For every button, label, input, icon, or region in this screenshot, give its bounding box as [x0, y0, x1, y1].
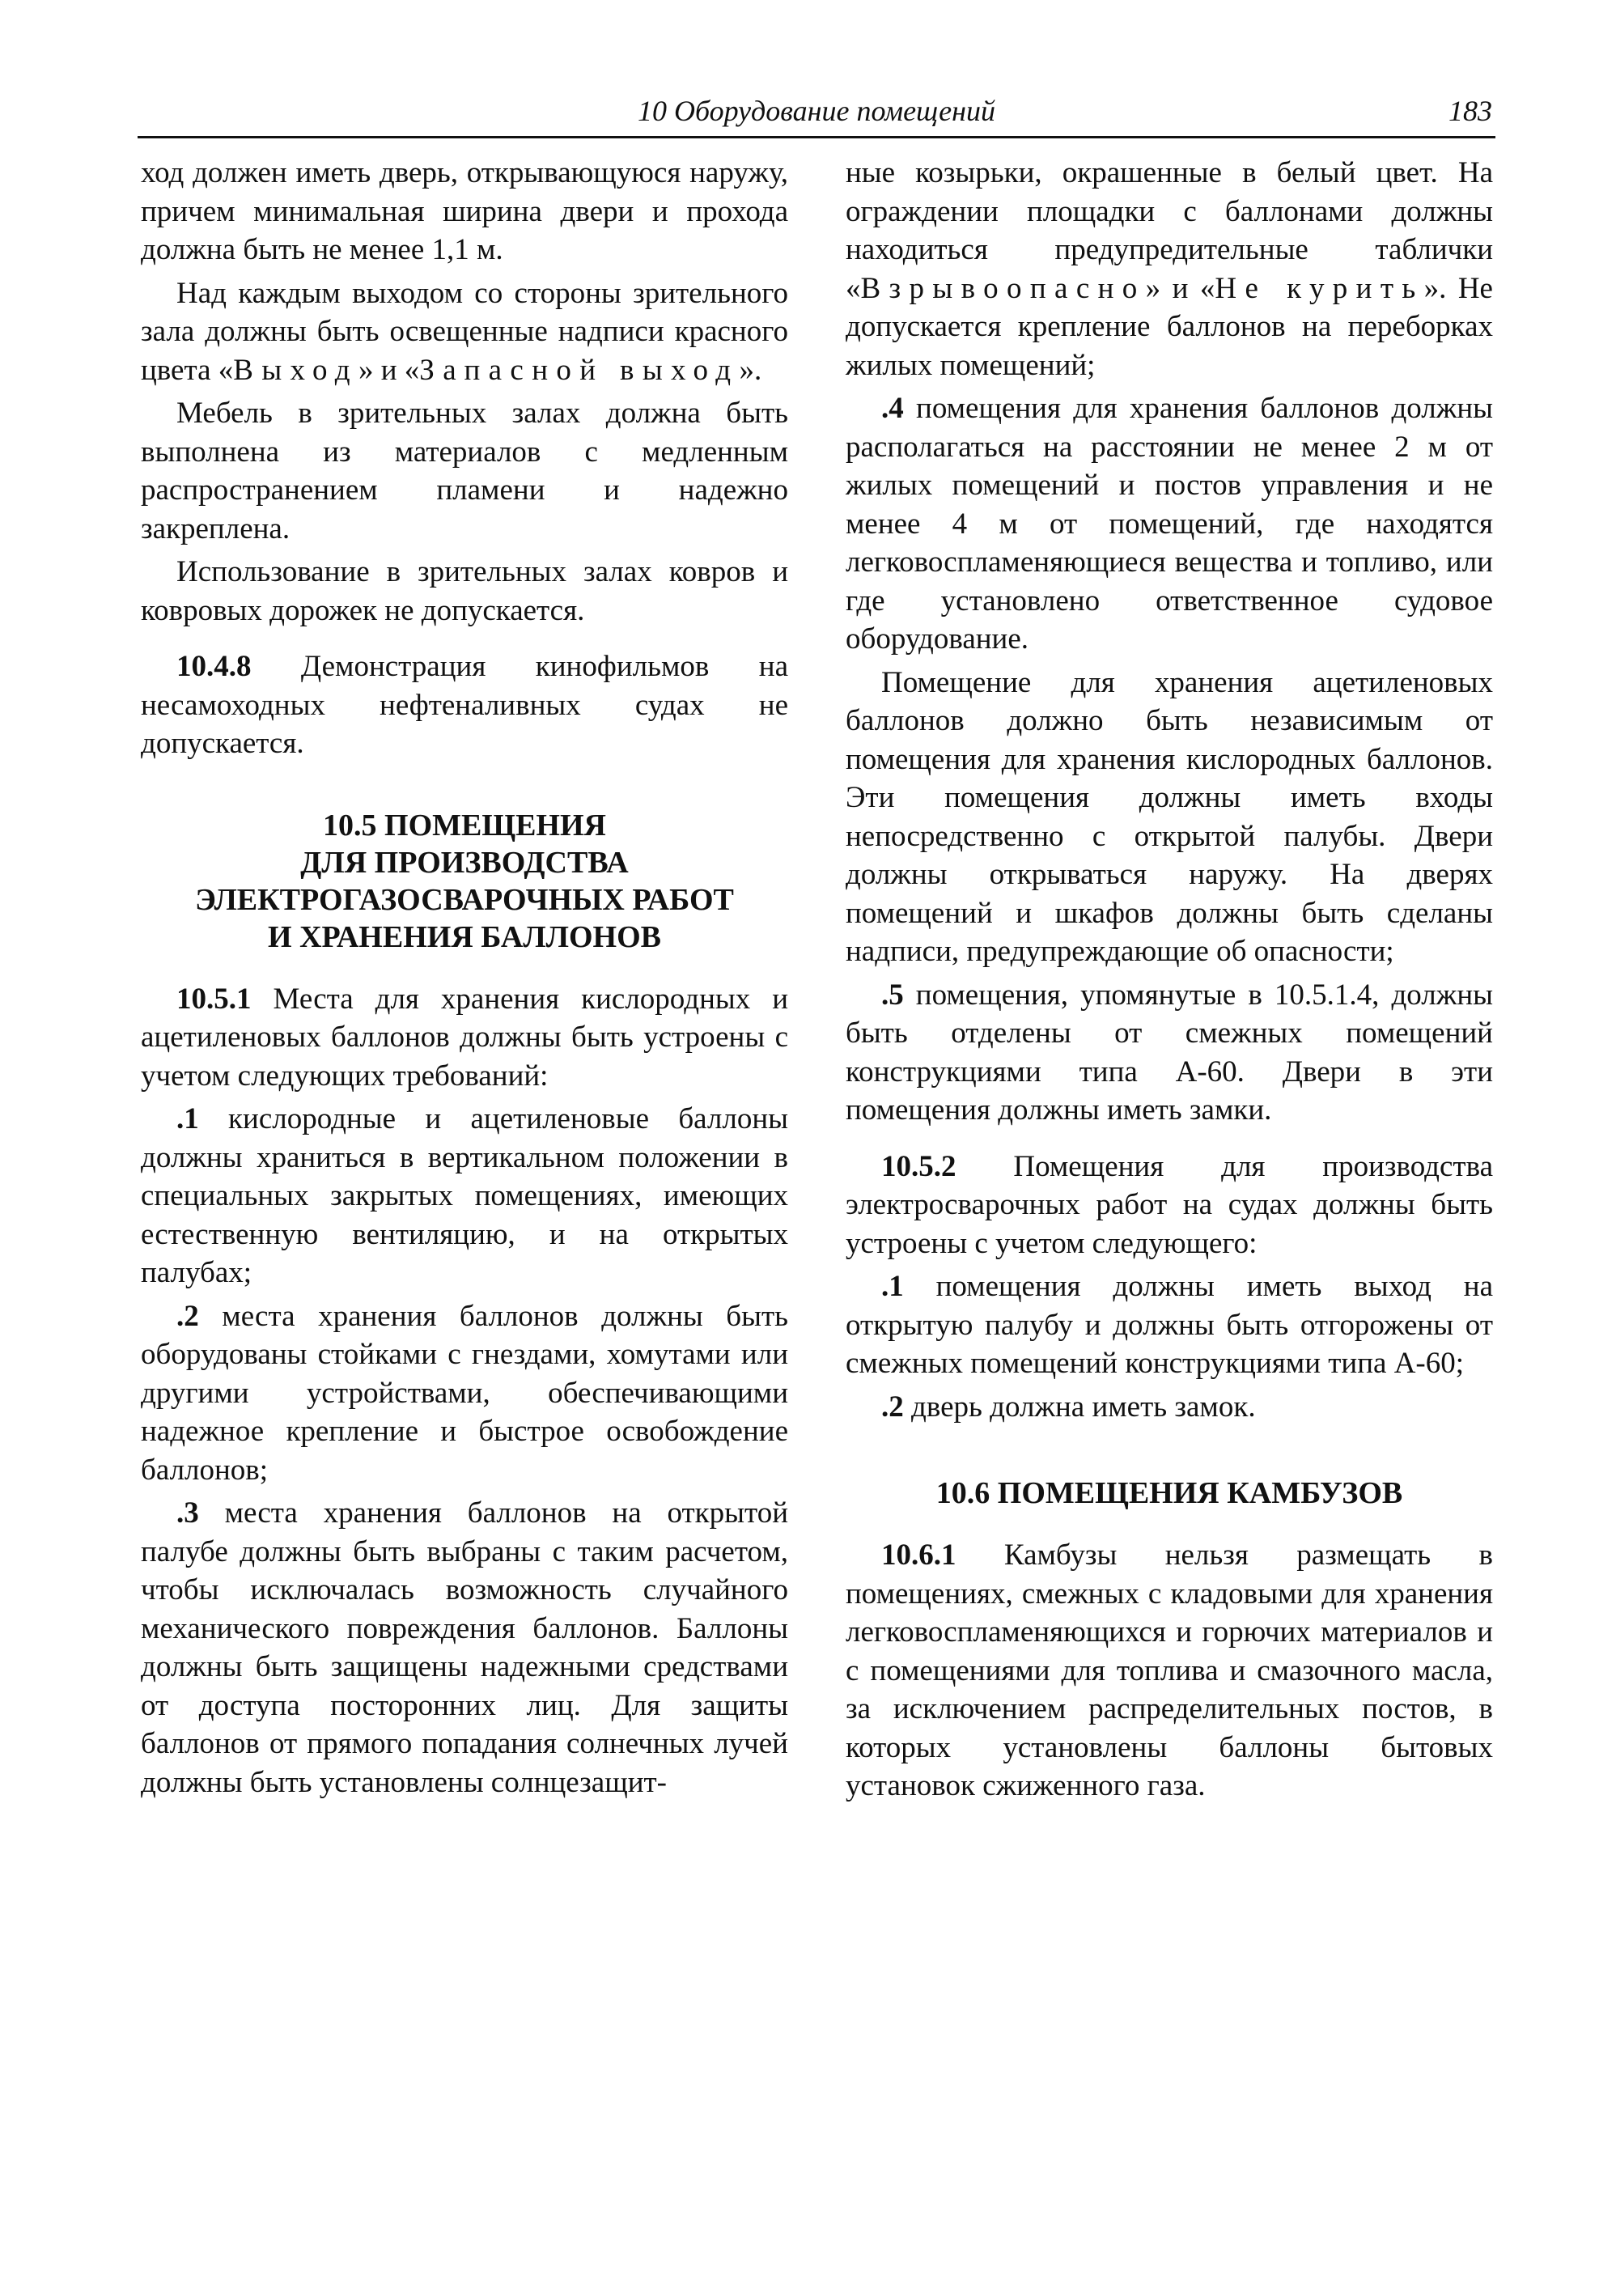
no-smoking-sign-text: Не курить — [1215, 271, 1424, 305]
clause-number: 10.4.8 — [176, 650, 252, 683]
heading-line: 10.5 ПОМЕЩЕНИЯ — [323, 808, 606, 842]
clause-10-5-1: 10.5.1 Места для хранения кислородных и ацетиленовых баллонов должны быть устроены с учетом следующих требований: — [141, 982, 788, 1093]
paragraph-exit-signs: Над каждым выходом со стороны зрительного зала должны быть освещенные надписи красного цвета «Выход» и «Запасной выход». — [141, 276, 788, 387]
paragraph-furniture: Мебель в зрительных залах должна быть выполнена из материалов с медленным распространением пламени и надежно закреплена. — [141, 397, 788, 545]
clause-10-4-8: 10.4.8 Демонстрация кинофильмов на несамоходных нефтеналивных судах не допускается. — [141, 650, 788, 760]
list-item-3: .3 места хранения баллонов на открытой палубе должны быть выбраны с таким расчетом, чтобы исключалась возможность случайного механического повреждения баллонов. Баллоны должны быть защищены надежными средствами от доступа посторонних лиц. Для защиты баллонов от прямого попадания солнечных лучей должны быть установлены солнцезащит- — [141, 1496, 788, 1799]
item-number: .1 — [881, 1270, 904, 1303]
list-item-5: .5 помещения, упомянутые в 10.5.1.4, должны быть отделены от смежных помещений конструкциями типа А-60. Двери в эти помещения должны иметь замки. — [846, 978, 1493, 1127]
item-number: .3 — [176, 1496, 199, 1530]
paragraph-acetylene-room: Помещение для хранения ацетиленовых баллонов должно быть независимым от помещения для хранения кислородных баллонов. Эти помещения должны иметь входы непосредственно с открытой палубы. Двери должны открываться наружу. На дверях помещений и шкафов должны быть сделаны надписи, предупреждающие об опасности; — [846, 665, 1493, 968]
page-number: 183 — [1448, 95, 1492, 127]
clause-10-5-2: 10.5.2 Помещения для производства электросварочных работ на судах должны быть устроены с учетом следующего: — [846, 1149, 1493, 1260]
exit-sign-text: Выход — [233, 353, 358, 387]
list-item-4: .4 помещения для хранения баллонов должны располагаться на расстоянии не менее 2 м от жилых помещений и постов управления и не менее 4 м от помещений, где находятся легковоспламеняющиеся вещества и топливо, или где установлено ответственное судовое оборудование. — [846, 392, 1493, 656]
item-number: .2 — [176, 1299, 199, 1333]
clause-number: 10.6.1 — [881, 1538, 956, 1572]
right-column — [846, 154, 1493, 1810]
clause-number: 10.5.1 — [176, 982, 252, 1016]
list-item-2: .2 дверь должна иметь замок. — [881, 1390, 1256, 1424]
heading-line: ДЛЯ ПРОИЗВОДСТВА — [300, 845, 629, 880]
chapter-title: 10 Оборудование помещений — [638, 95, 995, 127]
heading-line: И ХРАНЕНИЯ БАЛЛОНОВ — [268, 919, 661, 954]
explosive-sign-text: Взрывоопасно — [860, 271, 1146, 305]
section-heading-10-6: 10.6 ПОМЕЩЕНИЯ КАМБУЗОВ — [935, 1476, 1403, 1510]
left-column — [141, 154, 788, 1806]
list-item-2: .2 места хранения баллонов должны быть оборудованы стойками с гнездами, хомутами или другими устройствами, обеспечивающими надежное крепление и быстрое освобождение баллонов; — [141, 1299, 788, 1487]
running-header — [138, 87, 1495, 138]
clause-10-6-1: 10.6.1 Камбузы нельзя размещать в помещениях, смежных с кладовыми для хранения легковоспламеняющихся и горючих материалов и с помещениями для топлива и смазочного масла, за исключением распределительных постов, в которых установлены баллоны бытовых установок сжиженного газа. — [846, 1538, 1493, 1802]
paragraph-continuation: ные козырьки, окрашенные в белый цвет. На ограждении площадки с баллонами должны находиться предупредительные таблички «Взрывоопасно» и «Не курить». Не допускается крепление баллонов на переборках жилых помещений; — [846, 156, 1493, 382]
heading-line: ЭЛЕКТРОГАЗОСВАРОЧНЫХ РАБОТ — [195, 882, 734, 917]
item-number: .4 — [881, 392, 904, 425]
paragraph-continuation: ход должен иметь дверь, открывающуюся наружу, причем минимальная ширина двери и прохода должна быть не менее 1,1 м. — [141, 156, 788, 266]
item-number: .5 — [881, 978, 904, 1012]
section-heading-10-5 — [141, 807, 788, 956]
list-item-1: .1 помещения должны иметь выход на открытую палубу и должны быть отгорожены от смежных помещений конструкциями типа А-60; — [846, 1270, 1493, 1380]
list-item-1: .1 кислородные и ацетиленовые баллоны должны храниться в вертикальном положении в специальных закрытых помещениях, имеющих естественную вентиляцию, и на открытых палубах; — [141, 1102, 788, 1289]
emergency-exit-sign-text: Запасной выход — [419, 353, 740, 387]
paragraph-carpets: Использование в зрительных залах ковров и ковровых дорожек не допускается. — [141, 555, 788, 627]
clause-number: 10.5.2 — [881, 1149, 956, 1183]
item-number: .1 — [176, 1102, 199, 1135]
item-number: .2 — [881, 1390, 904, 1424]
